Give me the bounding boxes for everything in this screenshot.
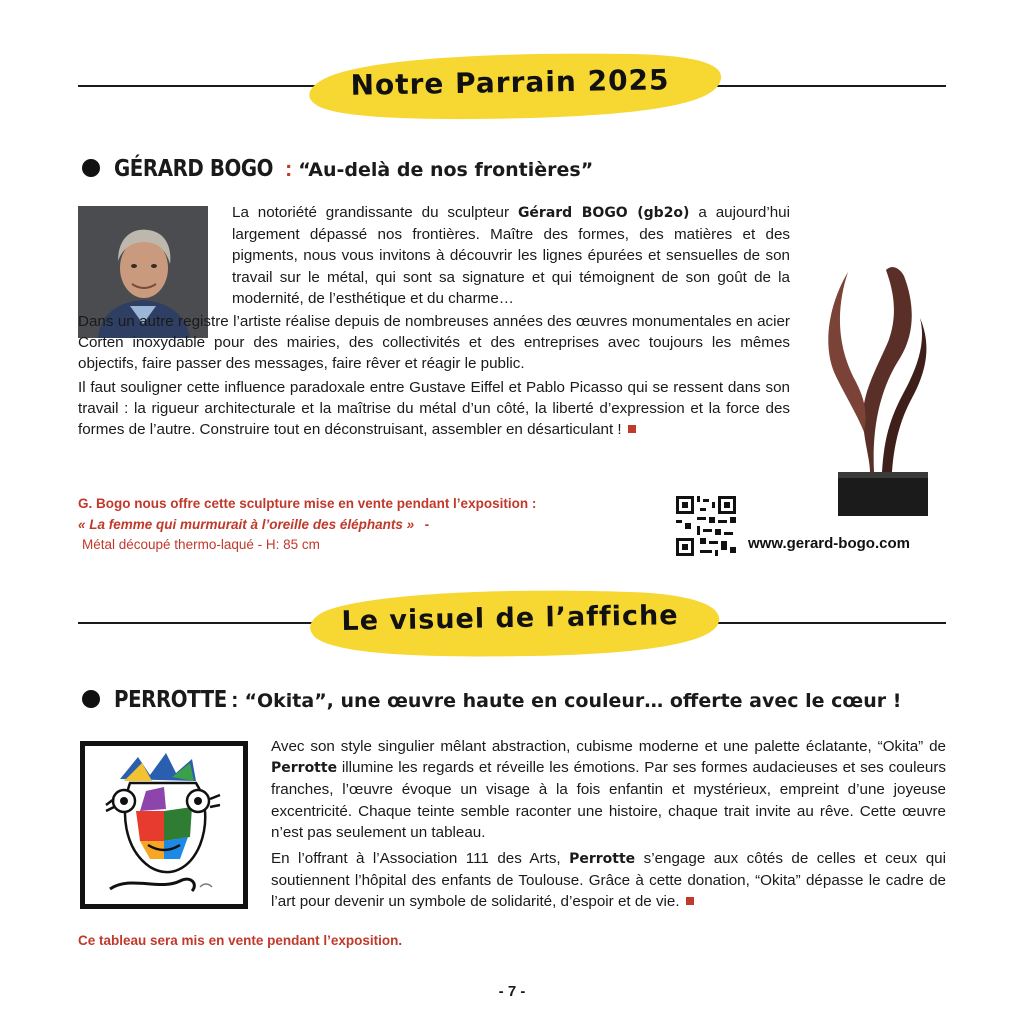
page-number: - 7 - xyxy=(498,983,526,1000)
artist-name-perrotte: PERROTTE xyxy=(114,687,227,713)
banner-rule-left xyxy=(78,85,328,87)
bullet-icon xyxy=(82,159,100,177)
heading-colon-2: : xyxy=(231,687,239,712)
p1-text-start-flow: La notoriété grandissante du sculpteur xyxy=(232,204,518,221)
sale-note: Ce tableau sera mis en vente pendant l’exposition. xyxy=(78,933,403,948)
bullet-icon xyxy=(82,690,100,708)
perrotte-p2-start: En l’offrant à l’Association 111 des Arts, xyxy=(271,850,570,867)
website-link[interactable]: www.gerard-bogo.com xyxy=(748,535,910,552)
perrotte-paragraph-1 xyxy=(271,736,946,843)
bogo-text-block xyxy=(78,202,790,440)
perrotte-p1-end: illumine les regards et réveille les émotions. Par ses formes audacieuses et ses couleurs franches, l’œuvre évoque un visage à la fois enfantin et mystérieux, empreint d’une joyeuse excentricité. Chaque teinte semble raconter une histoire, chaque trait invite au rêve. Cette œuvre n’est pas seulement un tableau. xyxy=(271,759,946,841)
sculpture-image xyxy=(808,262,948,524)
sculpture-title-line xyxy=(78,516,429,534)
p3-text: Il faut souligner cette influence paradoxale entre Gustave Eiffel et Pablo Picasso qui se ressent dans son travail : la rigueur architecturale et la maîtrise du métal d’un côté, la liberté d’expression et la force des formes de l’autre. Construire tout en déconstruisant, assembler en désarticulant ! xyxy=(78,378,790,439)
bogo-paragraph-2: Dans un autre registre l’artiste réalise depuis de nombreuses années des œuvres monumentales en acier Corten inoxydable pour des mairies, des collectivités et des entreprises avec toujours les mêmes objectifs, faire passer des messages, faire rêver et réagir le public. xyxy=(78,313,790,373)
qr-code-icon[interactable] xyxy=(676,496,736,556)
end-square-icon xyxy=(628,425,636,433)
banner-rule-left-2 xyxy=(78,622,328,624)
section-title-affiche: Le visuel de l’affiche xyxy=(341,600,679,637)
sculpture-title: « La femme qui murmurait à l’oreille des éléphants » xyxy=(78,517,415,532)
perrotte-bold-name: Perrotte xyxy=(271,760,338,777)
sculpture-caption: G. Bogo nous offre cette sculpture mise en vente pendant l’exposition : xyxy=(78,496,537,511)
end-square-icon xyxy=(686,897,694,905)
banner-rule-right-2 xyxy=(700,622,946,624)
artist-name: GÉRARD BOGO xyxy=(114,156,274,182)
heading-quote: “Au-delà de nos frontières” xyxy=(298,159,594,181)
sculpture-details: Métal découpé thermo-laqué - H: 85 cm xyxy=(82,537,320,552)
perrotte-p1-start: Avec son style singulier mêlant abstraction, cubisme moderne et une palette éclatante, “Okita” de xyxy=(271,738,946,755)
heading-quote-2: “Okita”, une œuvre haute en couleur… offerte avec le cœur ! xyxy=(244,690,902,712)
section-title-parrain: Notre Parrain 2025 xyxy=(350,63,670,102)
heading-colon: : xyxy=(284,156,293,181)
perrotte-paragraph-2 xyxy=(271,848,946,913)
bogo-paragraph-3 xyxy=(78,377,790,441)
bogo-paragraph-1 xyxy=(232,202,790,309)
artist-heading-bogo xyxy=(82,156,593,182)
okita-artwork xyxy=(80,741,248,909)
perrotte-bold-name-2: Perrotte xyxy=(569,851,636,867)
p1-bold-name-flow: Gérard BOGO (gb2o) xyxy=(517,205,690,221)
caption-dash: - xyxy=(424,517,430,532)
artist-heading-perrotte xyxy=(82,687,901,713)
banner-rule-right xyxy=(700,85,946,87)
perrotte-p2-end: s’engage aux côtés de celles et ceux qui soutiennent l’hôpital des enfants de Toulouse. Grâce à cette donation, “Okita” dépasse le cadre de l’art pour devenir un symbole de solidarité, d’espoir et de vie. xyxy=(271,850,946,911)
p1-text-end-flow: a aujourd’hui largement dépassé nos frontières. Maître des formes, des matières et des pigments, nous vous invitons à découvrir les lignes épurées et sensuelles de son travail sur le métal, qui sont sa signature et qui témoignent de son goût de la modernité, de l’esthétique et du charme… xyxy=(232,204,791,307)
